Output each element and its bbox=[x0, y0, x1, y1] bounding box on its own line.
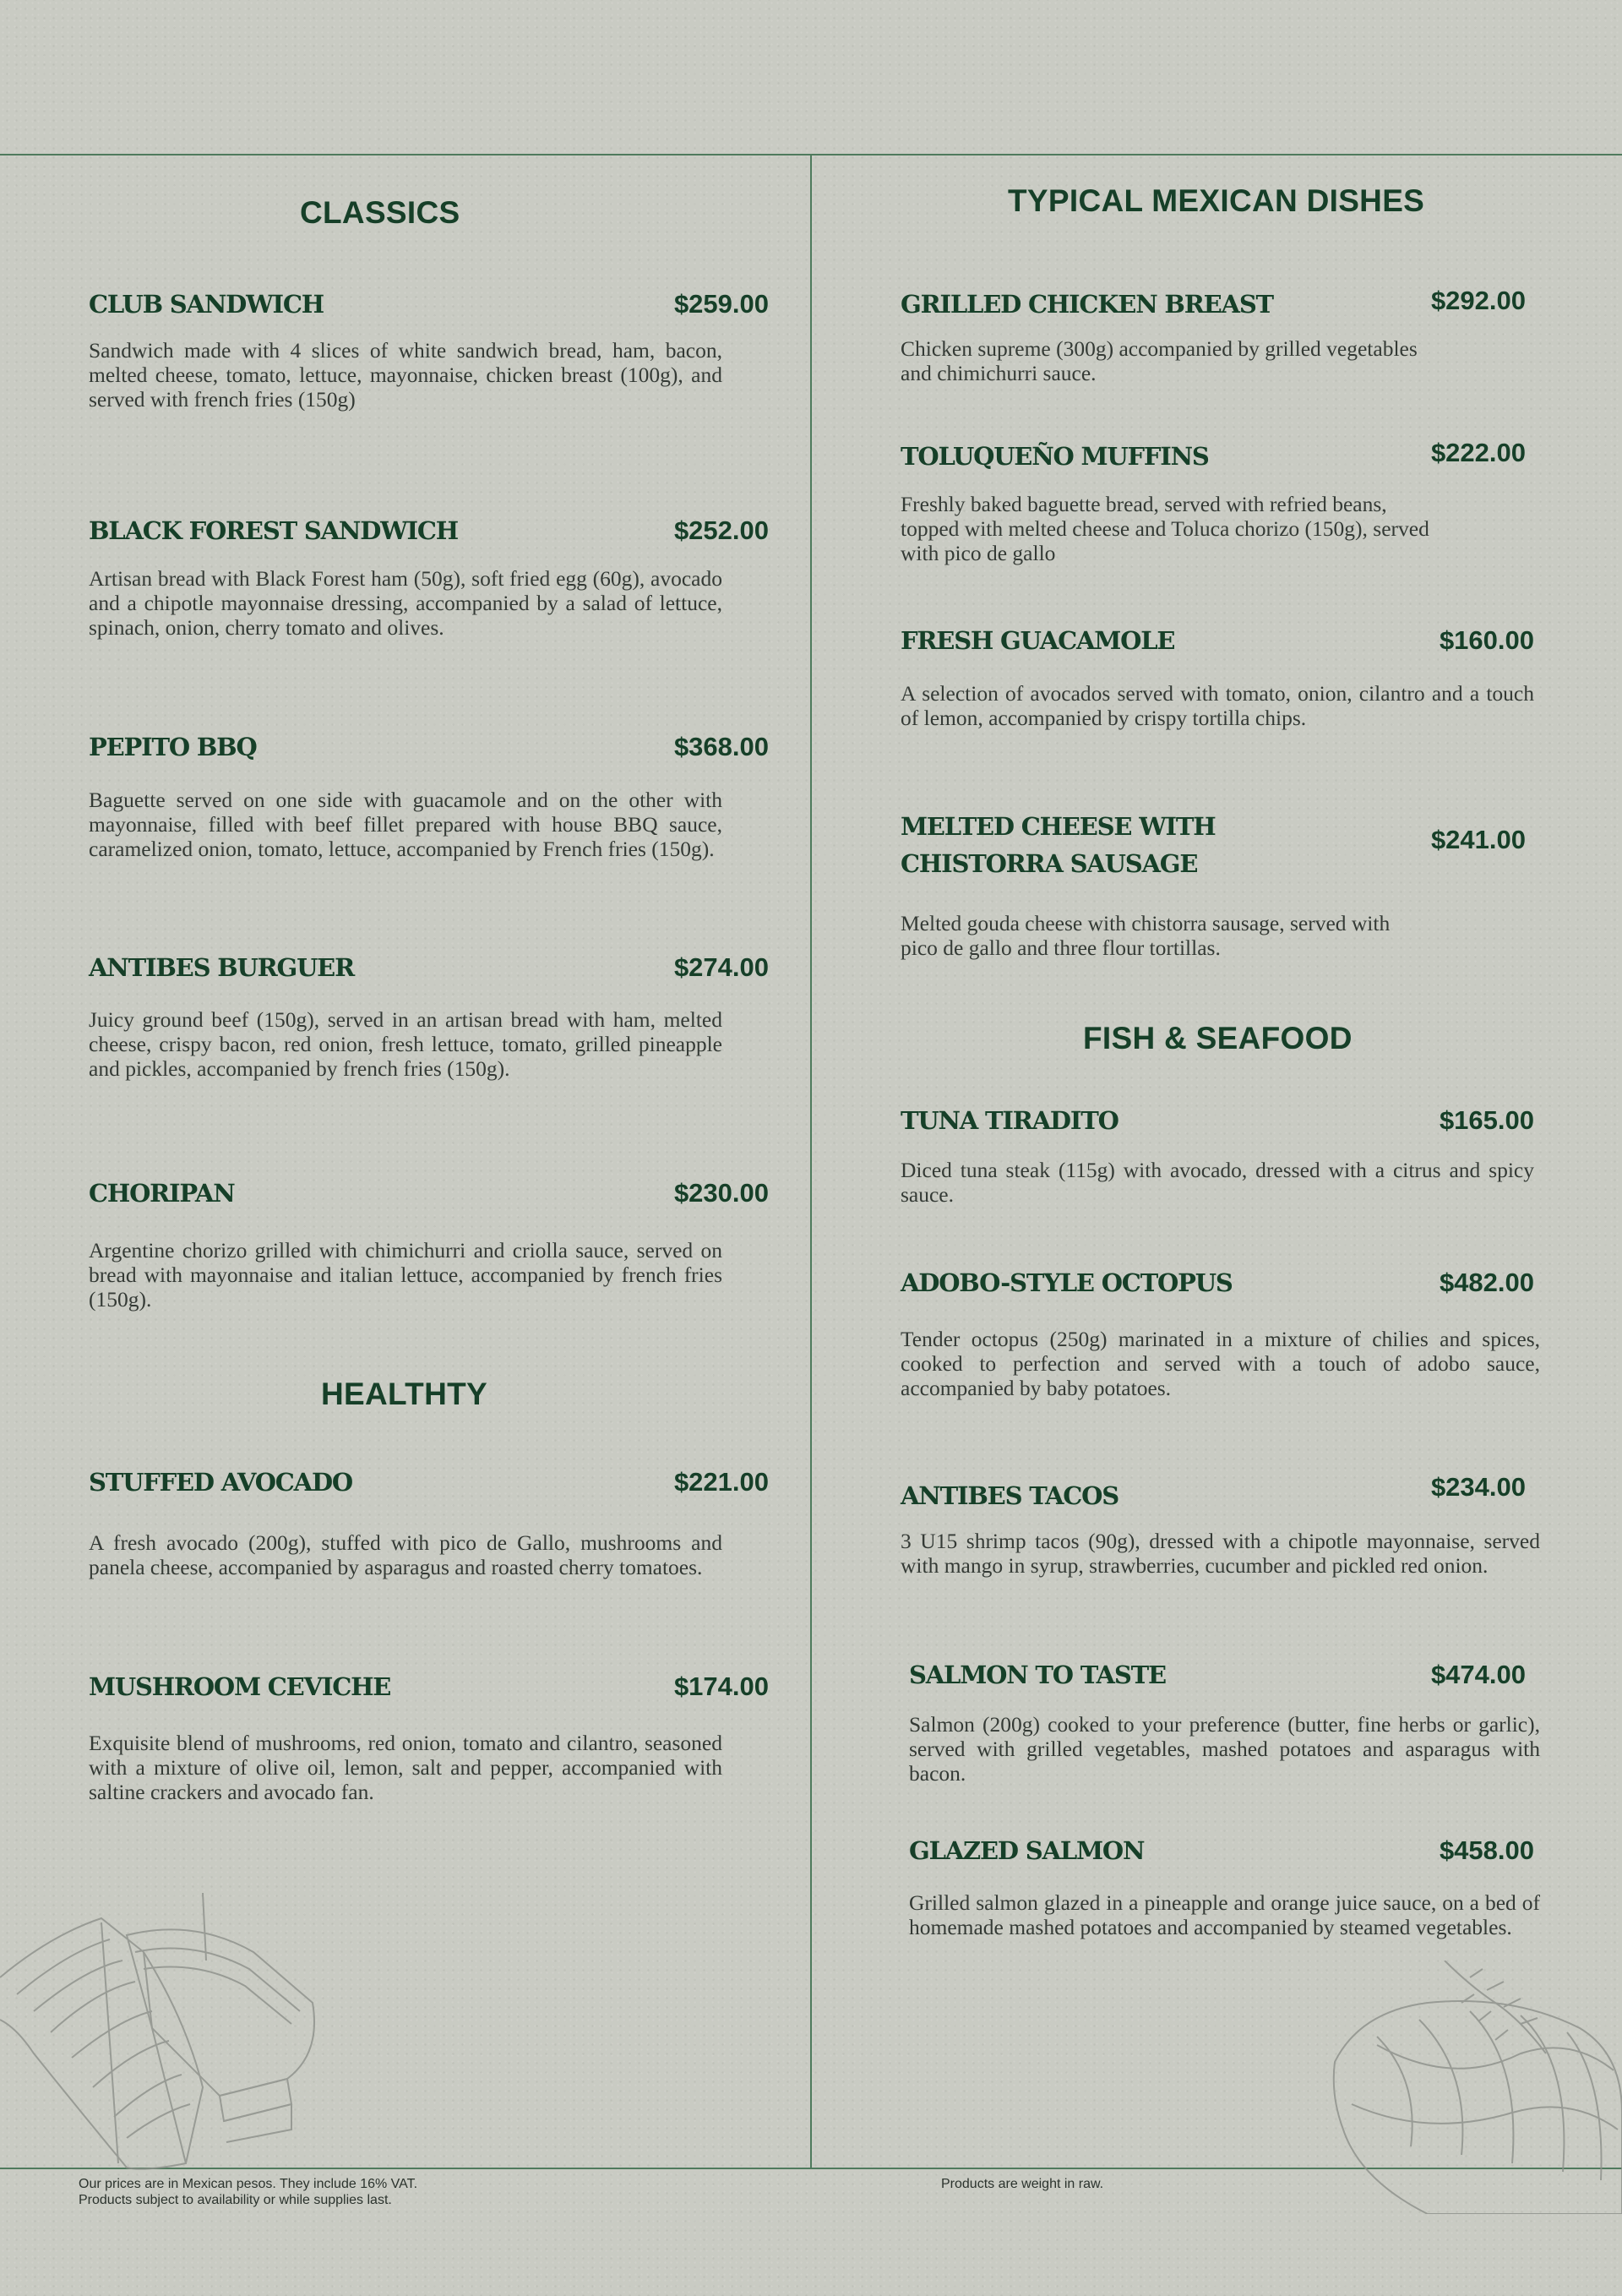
item-description: Argentine chorizo grilled with chimichurri and criolla sauce, served on bread with mayonnaise and italian lettuce, accompanied by french fries (150g). bbox=[89, 1238, 722, 1312]
item-name: ANTIBES BURGUER bbox=[89, 953, 354, 982]
item-description: Freshly baked baguette bread, served with refried beans, topped with melted cheese and Toluca chorizo (150g), served with pico de gallo bbox=[901, 492, 1429, 565]
sandwich-sketch-icon bbox=[0, 1884, 329, 2172]
item-description: A fresh avocado (200g), stuffed with pico de Gallo, mushrooms and panela cheese, accompanied by asparagus and roasted cherry tomatoes. bbox=[89, 1530, 722, 1579]
item-name-line-2: CHISTORRA SAUSAGE bbox=[901, 849, 1198, 878]
item-description: 3 U15 shrimp tacos (90g), dressed with a chipotle mayonnaise, served with mango in syrup, strawberries, cucumber and pickled red onion. bbox=[901, 1529, 1540, 1578]
footer-note-line-2: Products subject to availability or while supplies last. bbox=[79, 2193, 392, 2207]
footer-note-weight: Products are weight in raw. bbox=[941, 2177, 1104, 2191]
item-price: $482.00 bbox=[1439, 1268, 1534, 1297]
section-title-fish-seafood: FISH & SEAFOOD bbox=[1083, 1021, 1353, 1055]
item-price: $165.00 bbox=[1439, 1105, 1534, 1135]
section-title-typical-mexican-dishes: TYPICAL MEXICAN DISHES bbox=[1008, 183, 1425, 218]
salmon-sketch-icon bbox=[1326, 1961, 1622, 2214]
item-name: GLAZED SALMON bbox=[909, 1836, 1145, 1865]
item-description: Chicken supreme (300g) accompanied by grilled vegetables and chimichurri sauce. bbox=[901, 336, 1418, 385]
item-name: MUSHROOM CEVICHE bbox=[89, 1672, 391, 1701]
item-description: Salmon (200g) cooked to your preference (butter, fine herbs or garlic), served with grilled vegetables, mashed potatoes and asparagus with bacon. bbox=[909, 1712, 1540, 1786]
item-name: TOLUQUEÑO MUFFINS bbox=[901, 442, 1209, 471]
item-name: CHORIPAN bbox=[89, 1179, 235, 1208]
item-price: $160.00 bbox=[1439, 625, 1534, 655]
item-price: $252.00 bbox=[673, 515, 769, 545]
item-price: $234.00 bbox=[1430, 1472, 1526, 1502]
item-price: $259.00 bbox=[673, 289, 769, 319]
item-price: $292.00 bbox=[1430, 286, 1526, 315]
item-description: Sandwich made with 4 slices of white sandwich bread, ham, bacon, melted cheese, tomato, lettuce, mayonnaise, chicken breast (100g), and served with french fries (150g) bbox=[89, 338, 722, 412]
center-divider bbox=[810, 155, 812, 2169]
item-price: $274.00 bbox=[673, 952, 769, 982]
item-price: $174.00 bbox=[673, 1672, 769, 1701]
footer-note-line-1: Our prices are in Mexican pesos. They include 16% VAT. bbox=[79, 2177, 418, 2191]
footer-note-prices bbox=[79, 2176, 417, 2208]
item-price: $458.00 bbox=[1439, 1835, 1534, 1865]
section-title-classics: CLASSICS bbox=[300, 195, 460, 230]
item-name: FRESH GUACAMOLE bbox=[901, 626, 1175, 655]
item-description: Tender octopus (250g) marinated in a mixture of chilies and spices, cooked to perfection and served with a touch of adobo sauce, accompanied by baby potatoes. bbox=[901, 1327, 1540, 1400]
item-description: A selection of avocados served with tomato, onion, cilantro and a touch of lemon, accompanied by crispy tortilla chips. bbox=[901, 681, 1534, 730]
item-price: $241.00 bbox=[1430, 825, 1526, 854]
item-name: ADOBO-STYLE OCTOPUS bbox=[901, 1268, 1233, 1297]
item-name: PEPITO BBQ bbox=[89, 733, 257, 761]
item-price: $221.00 bbox=[673, 1467, 769, 1497]
item-description: Exquisite blend of mushrooms, red onion, tomato and cilantro, seasoned with a mixture of olive oil, lemon, salt and pepper, accompanied with saltine crackers and avocado fan. bbox=[89, 1731, 722, 1804]
item-name: TUNA TIRADITO bbox=[901, 1106, 1119, 1135]
item-description: Diced tuna steak (115g) with avocado, dressed with a citrus and spicy sauce. bbox=[901, 1158, 1534, 1207]
item-name: SALMON TO TASTE bbox=[909, 1661, 1166, 1689]
item-name: GRILLED CHICKEN BREAST bbox=[901, 290, 1273, 319]
item-name-line-1: MELTED CHEESE WITH bbox=[901, 812, 1216, 841]
item-price: $474.00 bbox=[1430, 1660, 1526, 1689]
item-name: STUFFED AVOCADO bbox=[89, 1468, 352, 1497]
item-name: CLUB SANDWICH bbox=[89, 290, 324, 319]
item-description: Baguette served on one side with guacamole and on the other with mayonnaise, filled with beef fillet prepared with house BBQ sauce, caramelized onion, tomato, lettuce, accompanied by French fries (150g). bbox=[89, 788, 722, 861]
item-description: Artisan bread with Black Forest ham (50g), soft fried egg (60g), avocado and a chipotle mayonnaise dressing, accompanied by a salad of lettuce, spinach, onion, cherry tomato and olives. bbox=[89, 566, 722, 640]
item-name: ANTIBES TACOS bbox=[901, 1481, 1119, 1510]
item-name: BLACK FOREST SANDWICH bbox=[89, 516, 458, 545]
item-description: Grilled salmon glazed in a pineapple and orange juice sauce, on a bed of homemade mashed potatoes and accompanied by steamed vegetables. bbox=[909, 1890, 1540, 1939]
item-price: $368.00 bbox=[673, 732, 769, 761]
item-description: Melted gouda cheese with chistorra sausage, served with pico de gallo and three flour tortillas. bbox=[901, 911, 1391, 960]
item-price: $230.00 bbox=[673, 1178, 769, 1208]
section-title-healthty: HEALTHTY bbox=[321, 1377, 487, 1411]
item-description: Juicy ground beef (150g), served in an artisan bread with ham, melted cheese, crispy bacon, red onion, fresh lettuce, tomato, grilled pineapple and pickles, accompanied by french fries (150g). bbox=[89, 1007, 722, 1081]
item-price: $222.00 bbox=[1430, 438, 1526, 467]
